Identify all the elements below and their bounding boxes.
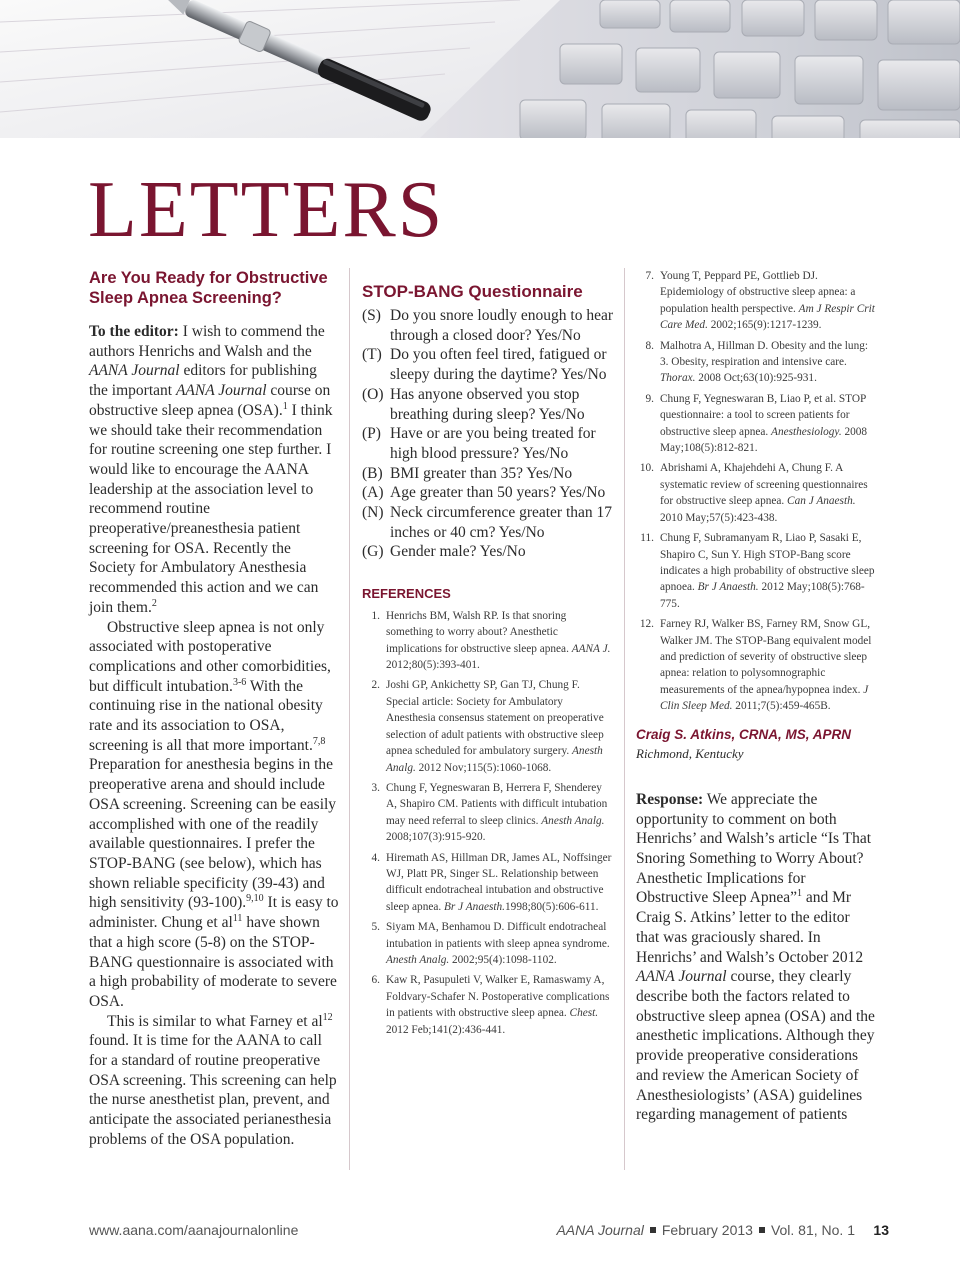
reference-text: Abrishami A, Khajehdehi A, Chung F. A systematic review of screening questionnaires for obstructive sleep apnea. Can J Anaesth. 2010 May;57(5):423-438.	[660, 462, 868, 524]
reference-number: 3.	[371, 781, 380, 794]
letter-lead: To the editor:	[89, 323, 179, 340]
reference-text: Joshi GP, Ankichetty SP, Gan TJ, Chung F. Special article: Society for Ambulatory Anesthesia consensus statement on preoperative selection of adult patients with obstructive sleep apnea scheduled for ambulatory surgery. Anesth Analg. 2012 Nov;115(5):1060-1068.	[386, 679, 604, 774]
reference-text: Young T, Peppard PE, Gottlieb DJ. Epidemiology of obstructive sleep apnea: a population health perspective. Am J Respir Crit Care Med. 2002;165(9):1217-1239.	[660, 270, 875, 332]
questionnaire-item-tag: (O)	[362, 385, 384, 403]
reference-text: Chung F, Subramanyam R, Liao P, Sasaki E, Shapiro C, Sun Y. High STOP-Bang score indicates a high probability of obstructive sleep apnoea. Br J Anaesth. 2012 May;108(5):768-775.	[660, 532, 875, 610]
square-bullet-icon	[759, 1227, 765, 1233]
reference-item	[362, 677, 614, 775]
page-number: 13	[873, 1222, 889, 1238]
questionnaire-item-tag: (S)	[362, 307, 381, 324]
reference-number: 4.	[371, 851, 380, 864]
questionnaire-item-tag: (A)	[362, 484, 384, 502]
reference-text: Henrichs BM, Walsh RP. Is that snoring something to worry about? Anesthetic implications for obstructive sleep apnea. AANA J. 2012;80(5):393-401.	[386, 609, 611, 672]
section-title: LETTERS	[88, 166, 445, 254]
questionnaire-item-tag: (T)	[362, 346, 382, 364]
questionnaire-item-tag: (G)	[362, 543, 384, 561]
letter-title: Are You Ready for Obstructive Sleep Apnea Screening?	[89, 269, 328, 307]
questionnaire-item-tag: (B)	[362, 464, 383, 482]
questionnaire-item-text: Has anyone observed you stop breathing during sleep? Yes/No	[390, 385, 585, 423]
reference-item	[362, 919, 614, 968]
reference-item	[636, 530, 876, 612]
footer-journal-info: AANA Journal February 2013 Vol. 81, No. 1	[556, 1222, 855, 1238]
questionnaire-item-tag: (N)	[362, 504, 384, 522]
signature	[636, 725, 876, 764]
reference-text: Chung F, Yegneswaran B, Liao P, et al. STOP questionnaire: a tool to screen patients for obstructive sleep apnea. Anesthesiology. 2008 May;108(5):812-821.	[660, 392, 868, 455]
reference-number: 8.	[645, 339, 654, 352]
reference-text: Farney RJ, Walker BS, Farney RM, Snow GL, Walker JM. The STOP-Bang equivalent model and prediction of severity of obstructive sleep apnea: relation to polysomnographic measurements of the apnea/hypopnea index. J Clin Sleep Med. 2011;7(5):459-465B.	[660, 618, 872, 713]
reference-item	[636, 616, 876, 714]
letter-paragraph-1: To the editor: I wish to commend the authors Henrichs and Walsh and the AANA Journal editors for publishing the important AANA Journal course on obstructive sleep apnea (OSA).$^1$ I think we should take their recommendation for routine screening one step further. I would like to encourage the AANA leadership at the association level to recommend routine preoperative/preanesthesia patient screening for OSA. Recently the Society for Ambulatory Anesthesia recommended this action and we can join them.$^2$	[89, 323, 333, 616]
questionnaire-item	[362, 345, 614, 384]
questionnaire-item-text: BMI greater than 35? Yes/No	[390, 464, 573, 482]
column-1	[89, 268, 339, 1150]
questionnaire-item-text: Have or are you being treated for high blood pressure? Yes/No	[390, 425, 596, 462]
reference-text: Malhotra A, Hillman D. Obesity and the lung: 3. Obesity, respiration and intensive care. Thorax. 2008 Oct;63(10):925-931.	[660, 339, 869, 385]
references-list	[362, 608, 614, 1038]
reference-item	[636, 268, 876, 334]
questionnaire-item	[362, 483, 614, 503]
questionnaire-item-text: Do you often feel tired, fatigued or sleepy during the daytime? Yes/No	[390, 346, 607, 384]
header-photo	[0, 0, 960, 138]
column-3	[636, 268, 876, 1125]
questionnaire-item-text: Neck circumference greater than 17 inches or 40 cm? Yes/No	[390, 504, 613, 541]
reference-number: 10.	[639, 462, 654, 475]
reference-item	[636, 391, 876, 457]
questionnaire-list	[362, 306, 614, 562]
reference-text: Kaw R, Pasupuleti V, Walker E, Ramaswamy A, Foldvary-Schafer N. Postoperative complications in patients with obstructive sleep apnea. Chest. 2012 Feb;141(2):436-441.	[386, 974, 610, 1036]
reference-item	[636, 338, 876, 387]
reference-number: 9.	[645, 392, 654, 405]
pen-keyboard-illustration	[0, 0, 960, 138]
reference-number: 2.	[371, 679, 380, 692]
reference-number: 1.	[371, 609, 380, 622]
column-divider	[349, 268, 350, 1170]
reference-item	[362, 850, 614, 916]
questionnaire-title: STOP-BANG Questionnaire	[362, 282, 583, 301]
references-title: REFERENCES	[362, 586, 451, 602]
column-divider	[624, 268, 625, 1170]
reference-number: 6.	[371, 974, 380, 987]
questionnaire-item	[362, 306, 614, 345]
footer-url[interactable]: www.aana.com/aanajournalonline	[89, 1222, 299, 1238]
reference-item	[362, 972, 614, 1038]
letter-paragraph-2: Obstructive sleep apnea is not only associated with postoperative complications and other comorbidities, but difficult intubation.$^{3-6}$ With the continuing rise in the national obesity rate and its association to OSA, screening is all that more important.$^{7,8}$ Preparation for anesthesia begins in the preoperative arena and should include OSA screening. Screening can be easily accomplished with one of the readily available questionnaires. I prefer the STOP-BANG (see below), which has shown reliable specificity (39-43) and high sensitivity (93-100).$^{9,10}$ It is easy to administer. Chung et $al^{11}$ have shown that a high score (5-8) on the STOP-BANG questionnaire is associated with a high probability of moderate to severe OSA.	[89, 618, 339, 1010]
questionnaire-item-text: Do you snore loudly enough to hear through a closed door? Yes/No	[390, 307, 613, 344]
questionnaire-item-text: Age greater than 50 years? Yes/No	[390, 484, 606, 502]
column-2	[362, 268, 614, 1042]
questionnaire-item-tag: (P)	[362, 425, 381, 443]
questionnaire-item	[362, 424, 614, 463]
reference-number: 5.	[371, 921, 380, 934]
questionnaire-item-text: Gender male? Yes/No	[390, 543, 526, 561]
response-lead: Response:	[636, 790, 704, 808]
reference-text: Hiremath AS, Hillman DR, James AL, Noffsinger WJ, Platt PR, Singer SL. Relationship between difficult endotracheal intubation and obstructive sleep apnea. Br J Anaesth.1998;80(5):606-611.	[386, 851, 612, 913]
reference-item	[362, 608, 614, 674]
reference-text: Siyam MA, Benhamou D. Difficult endotracheal intubation in patients with sleep apnea syndrome. Anesth Analg. 2002;95(4):1098-1102.	[386, 921, 610, 966]
questionnaire-item	[362, 385, 614, 424]
response-paragraph: Response: We appreciate the opportunity to comment on both Henrichs’ and Walsh’s article “Is That Snoring Something to Worry About? Anesthetic Implications for Obstructive Sleep Apnea”$^1$ and Mr Craig S. Atkins’ letter to the editor that was graciously shared. In Henrichs’ and Walsh’s October 2012 AANA Journal course, they clearly describe both the factors related to obstructive sleep apnea (OSA) and the anesthetic implications. Although they provide preoperative considerations and review the American Society of Anesthesiologists’ (ASA) guidelines regarding management of patients	[636, 790, 875, 1124]
questionnaire-item	[362, 464, 614, 484]
reference-number: 11.	[640, 532, 654, 545]
reference-number: 7.	[645, 270, 654, 282]
questionnaire-item	[362, 542, 614, 562]
reference-item	[636, 460, 876, 526]
reference-number: 12.	[639, 618, 654, 631]
references-list-continued	[636, 268, 876, 715]
letter-paragraph-3: This is similar to what Farney et $al^{12}$ found. It is time for the AANA to call for a standard of routine preoperative OSA screening. This screening can help the nurse anesthetist plan, prevent, and anticipate the associated perianesthesia problems of the OSA population.	[89, 1011, 337, 1148]
reference-text: Chung F, Yegneswaran B, Herrera F, Shenderey A, Shapiro CM. Patients with difficult intubation may need referral to sleep clinics. Anesth Analg. 2008;107(3):915-920.	[386, 781, 608, 844]
square-bullet-icon	[650, 1227, 656, 1233]
reference-item	[362, 780, 614, 846]
questionnaire-item	[362, 503, 614, 542]
page-footer	[89, 1222, 889, 1242]
signature-name: Craig S. Atkins, CRNA, MS, APRN	[636, 726, 852, 742]
signature-place: Richmond, Kentucky	[636, 746, 744, 762]
